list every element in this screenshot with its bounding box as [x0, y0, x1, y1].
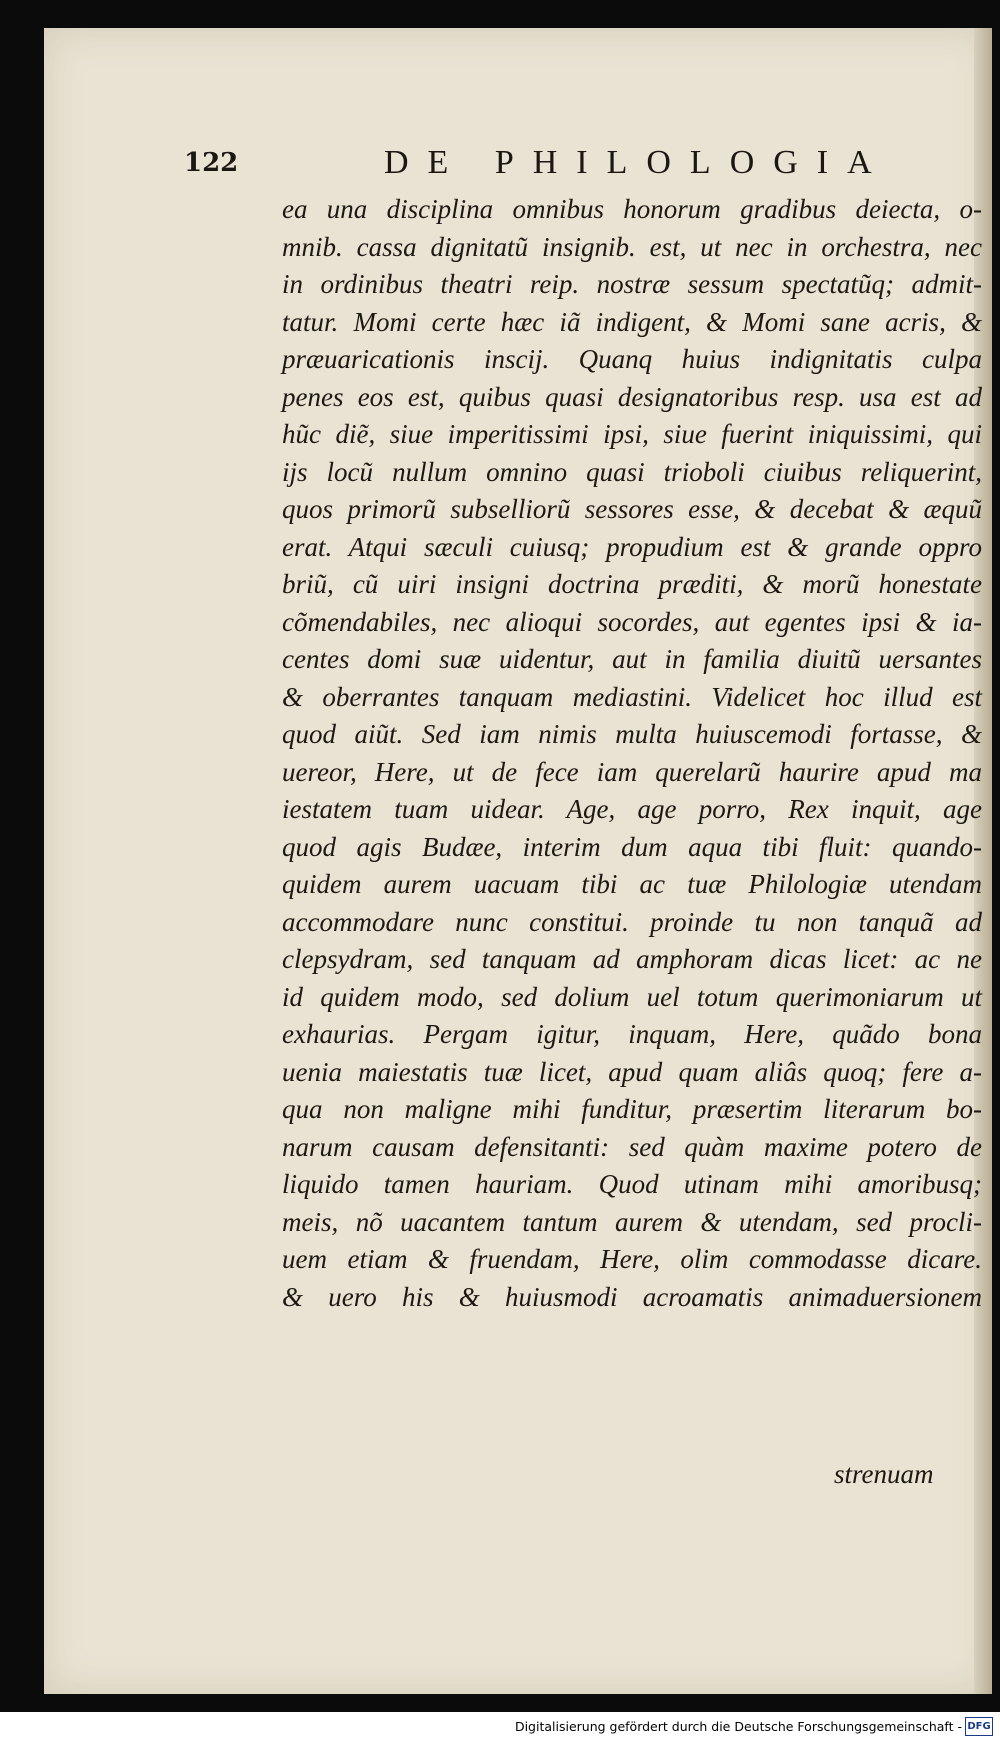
text-line: in ordinibus theatri reip. nostræ sessum spectatũq; admit-	[282, 269, 982, 299]
text-line: præuaricationis inscij. Quanq huius indignitatis culpa	[282, 344, 982, 374]
text-line: quod agis Budæe, interim dum aqua tibi fluit: quando-	[282, 831, 982, 862]
text-line: quidem aurem uacuam tibi ac tuæ Philologiæ utendam	[282, 869, 982, 899]
text-line: quod aiũt. Sed iam nimis multa huiuscemodi fortasse, &	[282, 719, 982, 749]
page-header	[184, 120, 904, 180]
text-line: id quidem modo, sed dolium uel totum querimoniarum ut	[282, 981, 982, 1012]
text-line: ea una disciplina omnibus honorum gradibus deiecta, o-	[282, 194, 982, 224]
text-line: cõmendabiles, nec alioqui socordes, aut egentes ipsi & ia-	[282, 606, 982, 637]
text-line: & uero his & huiusmodi acroamatis animaduersionem	[282, 1281, 982, 1312]
text-line: clepsydram, sed tanquam ad amphoram dicas licet: ac ne	[282, 944, 982, 974]
text-line: liquido tamen hauriam. Quod utinam mihi amoribusq;	[282, 1169, 982, 1199]
text-line: erat. Atqui sæculi cuiusq; propudium est & grande oppro	[282, 531, 982, 562]
text-line: qua non maligne mihi funditur, præsertim literarum bo-	[282, 1094, 982, 1124]
catchword: strenuam	[834, 1459, 934, 1489]
text-line: quos primorũ subselliorũ sessores esse, & decebat & æquũ	[282, 494, 982, 524]
text-line: ijs locũ nullum omnino quasi trioboli ciuibus reliquerint,	[282, 456, 982, 487]
text-line: uenia maiestatis tuæ licet, apud quam aliâs quoq; fere a-	[282, 1056, 982, 1087]
text-line: meis, nõ uacantem tantum aurem & utendam, sed procli-	[282, 1206, 982, 1237]
text-line: centes domi suæ uidentur, aut in familia diuitũ uersantes	[282, 644, 982, 674]
running-title: DE PHILOLOGIA	[384, 144, 891, 181]
text-line: briũ, cũ uiri insigni doctrina præditi, & morũ honestate	[282, 569, 982, 599]
text-line: tatur. Momi certe hæc iã indigent, & Momi sane acris, &	[282, 306, 982, 337]
text-line: hũc diẽ, siue imperitissimi ipsi, siue fuerint iniquissimi, qui	[282, 419, 982, 449]
funding-credit: Digitalisierung gefördert durch die Deutsche Forschungsgemeinschaft -	[514, 1719, 962, 1734]
text-line: uereor, Here, ut de fece iam querelarũ haurire apud ma	[282, 756, 982, 787]
text-line: narum causam defensitanti: sed quàm maxime potero de	[282, 1131, 982, 1162]
text-line: & oberrantes tanquam mediastini. Videlicet hoc illud est	[282, 681, 982, 712]
book-page	[44, 28, 992, 1694]
text-line: uem etiam & fruendam, Here, olim commodasse dicare.	[282, 1244, 982, 1274]
body-text	[282, 191, 982, 1316]
text-line: exhaurias. Pergam igitur, inquam, Here, quãdo bona	[282, 1019, 982, 1049]
page-number: 122	[184, 148, 239, 178]
text-line: accommodare nunc constitui. proinde tu non tanquã ad	[282, 906, 982, 937]
digitization-footer	[0, 1712, 1000, 1743]
dfg-logo: DFG	[965, 1717, 993, 1736]
text-line: mnib. cassa dignitatũ insignib. est, ut nec in orchestra, nec	[282, 231, 982, 262]
text-line: penes eos est, quibus quasi designatoribus resp. usa est ad	[282, 381, 982, 412]
text-line: iestatem tuam uidear. Age, age porro, Rex inquit, age	[282, 794, 982, 824]
